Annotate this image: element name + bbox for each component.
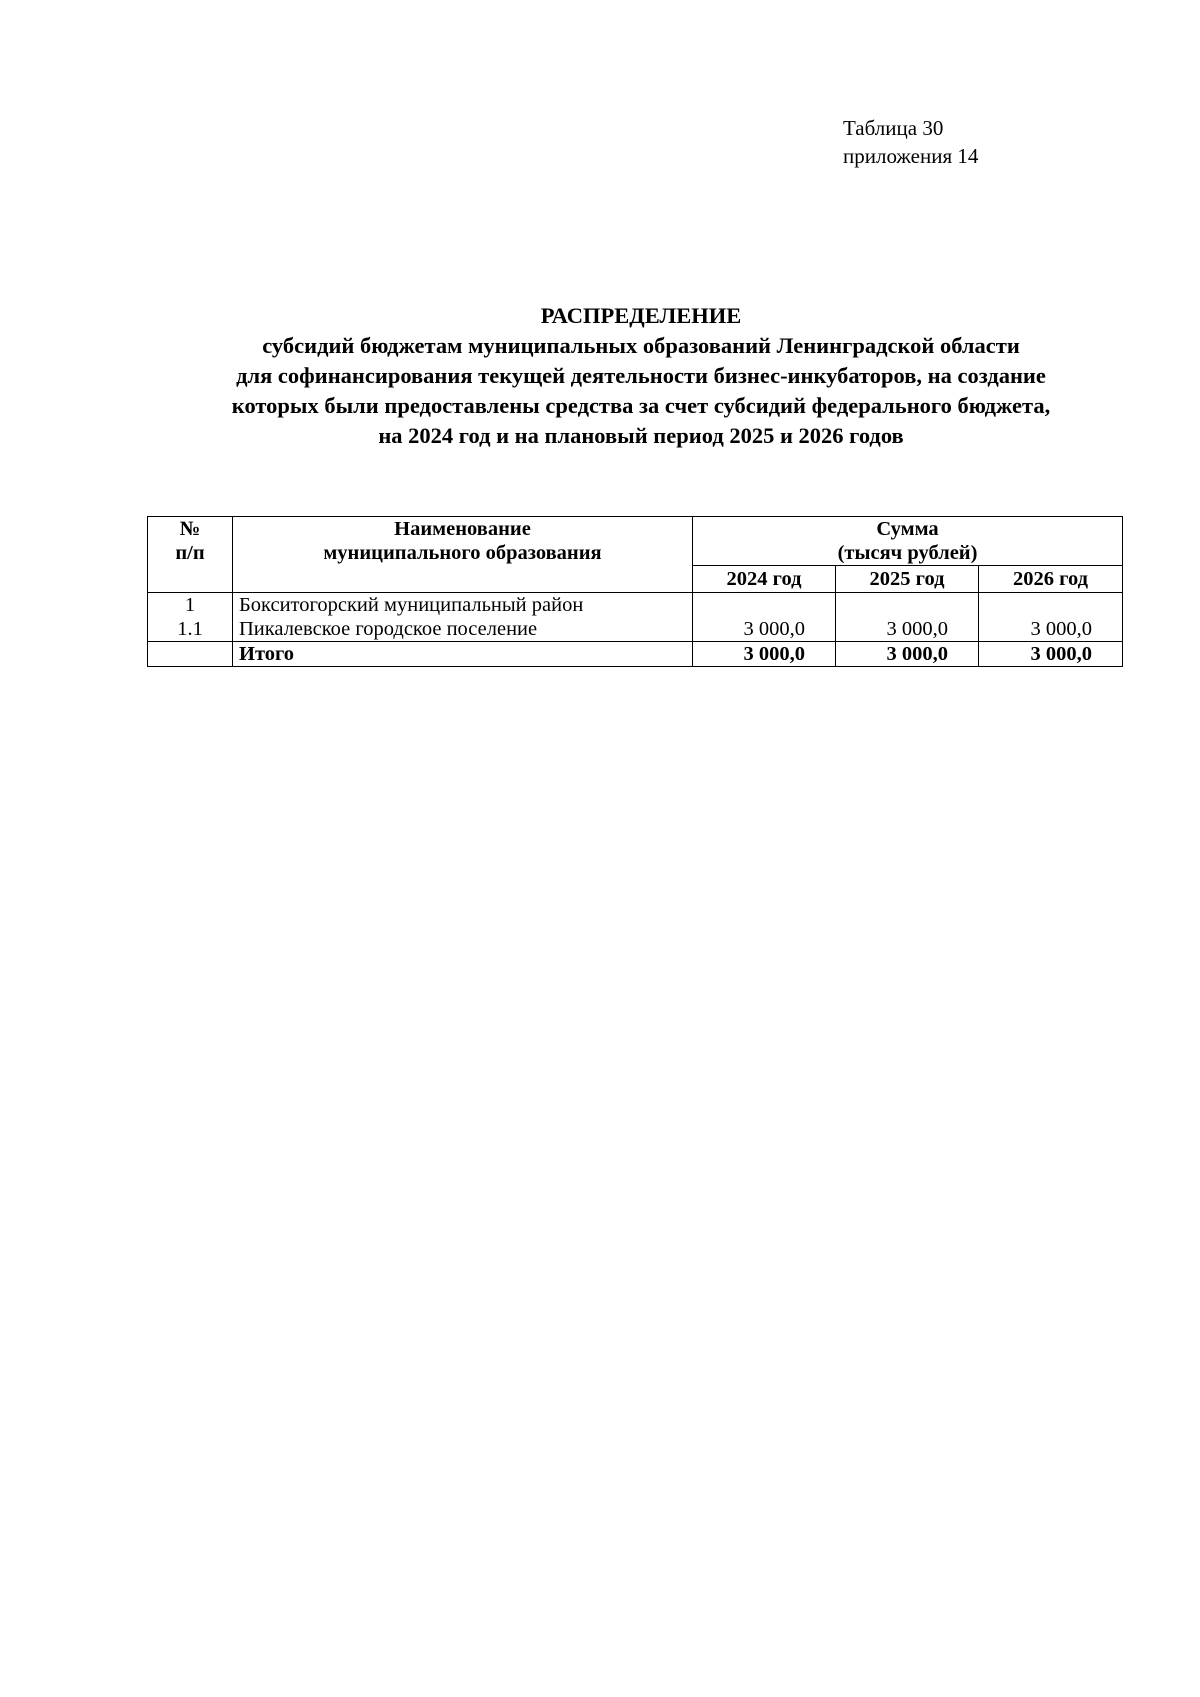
table-header-row <box>148 517 1123 566</box>
distribution-table <box>147 516 1123 667</box>
header-number-symbol: № <box>179 518 201 540</box>
total-value-2026: 3 000,0 <box>979 642 1123 667</box>
table-number: Таблица 30 <box>843 116 944 140</box>
row-value-2025 <box>836 593 979 618</box>
header-number <box>148 517 233 593</box>
header-year-2025: 2025 год <box>836 566 979 593</box>
title-line-3: для софинансирования текущей деятельности бизнес-инкубаторов, на создание <box>236 363 1046 388</box>
table-row <box>148 617 1123 642</box>
row-value-2024: 3 000,0 <box>693 617 836 642</box>
document-title <box>0 301 1200 451</box>
header-year-2024: 2024 год <box>693 566 836 593</box>
header-sum-line-1: Сумма <box>876 518 939 540</box>
row-value-2025: 3 000,0 <box>836 617 979 642</box>
header-year-2026: 2026 год <box>979 566 1123 593</box>
total-number <box>148 642 233 667</box>
total-value-2025: 3 000,0 <box>836 642 979 667</box>
header-name-line-1: Наименование <box>394 518 531 540</box>
row-number: 1.1 <box>148 617 233 642</box>
header-name <box>233 517 693 593</box>
appendix-number: приложения 14 <box>843 144 979 168</box>
row-number: 1 <box>148 593 233 618</box>
header-name-line-2: муниципального образования <box>323 542 602 564</box>
total-label: Итого <box>233 642 693 667</box>
header-number-abbrev: п/п <box>175 542 205 564</box>
header-sum-line-2: (тысяч рублей) <box>837 542 978 564</box>
title-line-4: которых были предоставлены средства за счет субсидий федерального бюджета, <box>231 393 1051 418</box>
title-line-2: субсидий бюджетам муниципальных образований Ленинградской области <box>262 333 1020 358</box>
title-line-5: на 2024 год и на плановый период 2025 и 2026 годов <box>378 423 904 448</box>
total-value-2024: 3 000,0 <box>693 642 836 667</box>
row-value-2026: 3 000,0 <box>979 617 1123 642</box>
header-sum <box>693 517 1123 566</box>
row-name: Пикалевское городское поселение <box>233 617 693 642</box>
table-reference <box>843 114 978 170</box>
row-value-2026 <box>979 593 1123 618</box>
row-value-2024 <box>693 593 836 618</box>
row-name: Бокситогорский муниципальный район <box>233 593 693 618</box>
title-line-1: РАСПРЕДЕЛЕНИЕ <box>540 303 742 328</box>
table-total-row <box>148 642 1123 667</box>
table-row <box>148 593 1123 618</box>
